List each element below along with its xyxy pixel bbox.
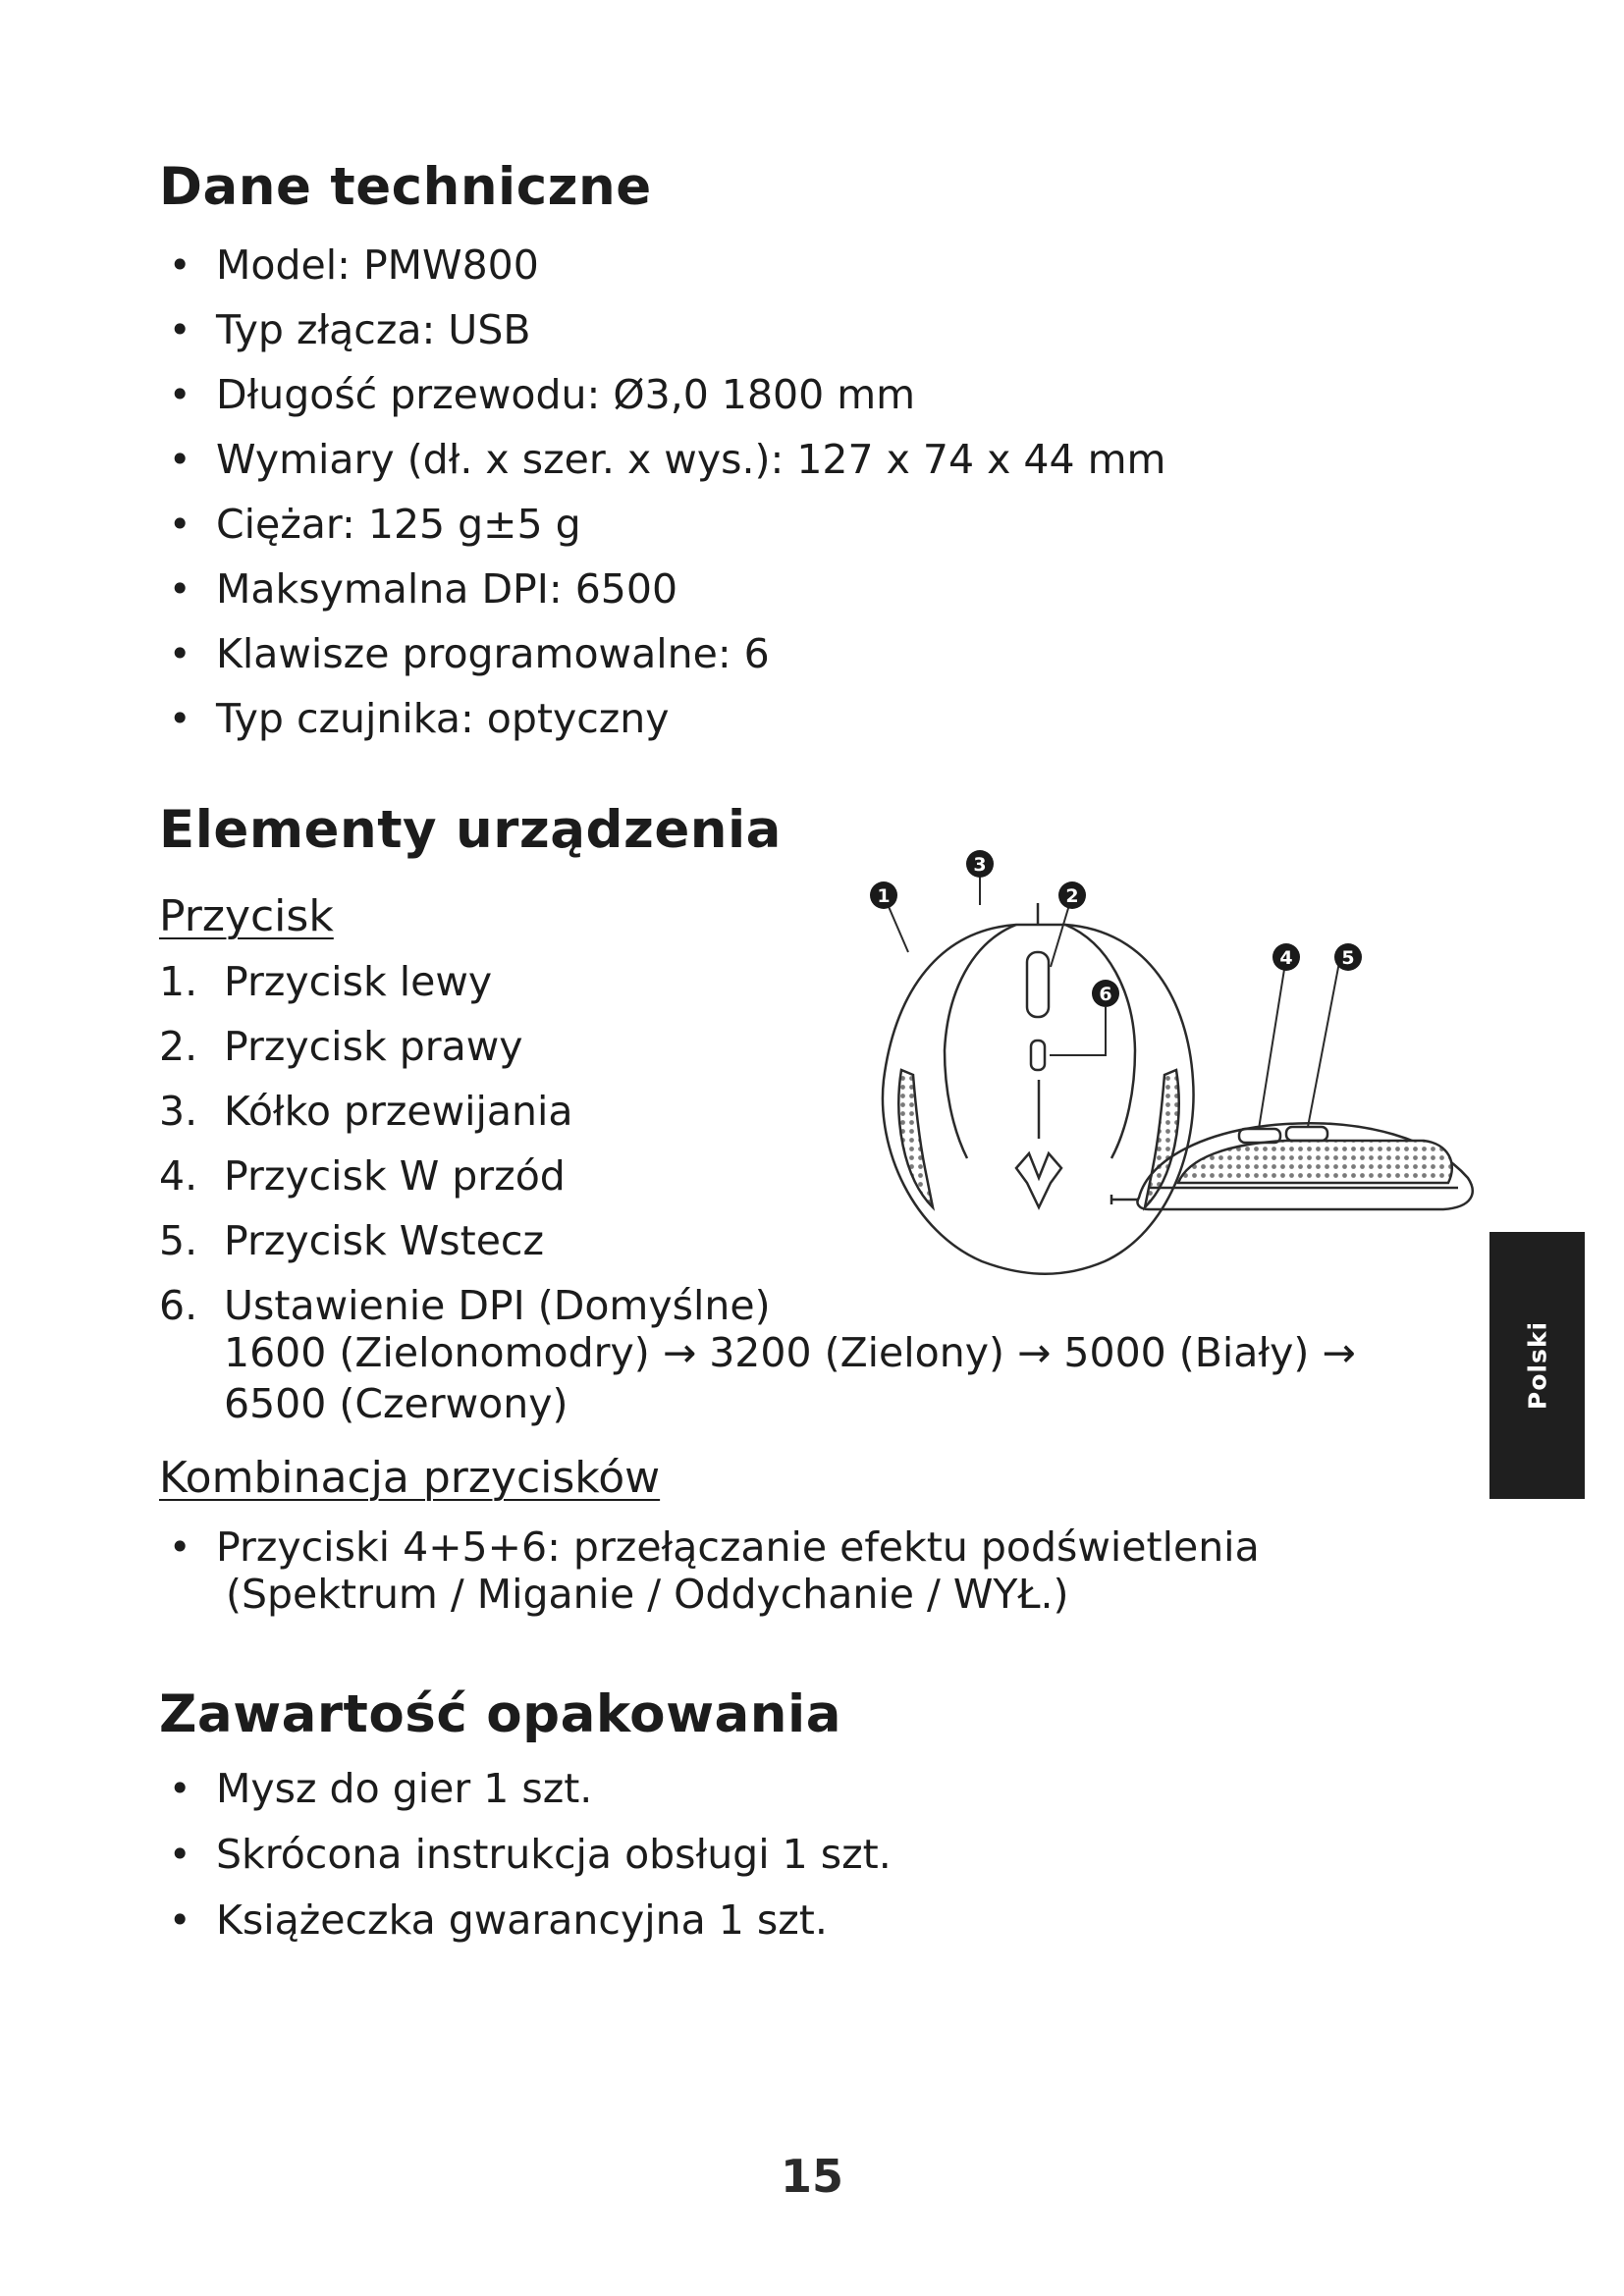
spec-item: • Model: PMW800	[169, 243, 1165, 287]
callout-3	[966, 850, 994, 878]
spec-item: • Maksymalna DPI: 6500	[169, 567, 1165, 611]
callout-3-label: 3	[973, 854, 987, 876]
list-item-dpi	[159, 1284, 1356, 1429]
item-number: 5.	[159, 1217, 198, 1264]
item-number: 4.	[159, 1152, 198, 1200]
callout-1-label: 1	[877, 885, 891, 907]
callout-2	[1058, 881, 1086, 909]
combo-text: • Przyciski 4+5+6: przełączanie efektu podświetlenia	[216, 1523, 1260, 1571]
dpi-sequence-end: 6500 (Czerwony)	[224, 1380, 568, 1427]
specs-title: Dane techniczne	[159, 157, 652, 217]
callout-2-label: 2	[1065, 885, 1079, 907]
spec-item: • Klawisze programowalne: 6	[169, 632, 1165, 675]
spec-item: • Długość przewodu: Ø3,0 1800 mm	[169, 373, 1165, 416]
combo-text-cont: (Spektrum / Miganie / Oddychanie / WYŁ.)	[226, 1571, 1069, 1618]
box-item: • Mysz do gier 1 szt.	[169, 1767, 892, 1810]
callout-6	[1092, 980, 1119, 1007]
buttons-subheading: Przycisk	[159, 891, 334, 941]
box-contents-list	[169, 1767, 892, 1964]
item-number: 2.	[159, 1023, 198, 1070]
combo-list	[169, 1523, 1260, 1618]
language-tab	[1489, 1232, 1585, 1499]
item-number: 6.	[159, 1282, 198, 1329]
language-tab-label: Polski	[1523, 1320, 1551, 1411]
dpi-sequence: 1600 (Zielonomodry) → 3200 (Zielony) → 5000 (Biały) →	[224, 1329, 1356, 1376]
mouse-top-view	[883, 903, 1194, 1274]
box-item: • Skrócona instrukcja obsługi 1 szt.	[169, 1833, 892, 1876]
callout-5-label: 5	[1341, 947, 1355, 969]
mouse-diagram	[854, 844, 1492, 1286]
item-label: Kółko przewijania	[224, 1088, 573, 1135]
item-label: Przycisk prawy	[224, 1023, 523, 1070]
item-number: 3.	[159, 1088, 198, 1135]
combo-subheading: Kombinacja przycisków	[159, 1453, 661, 1503]
callout-4	[1272, 943, 1300, 971]
spec-item: • Typ czujnika: optyczny	[169, 697, 1165, 740]
item-number: 1.	[159, 958, 198, 1005]
elements-title: Elementy urządzenia	[159, 800, 782, 860]
spec-item: • Wymiary (dł. x szer. x wys.): 127 x 74 x 44 mm	[169, 438, 1165, 481]
specs-list	[169, 243, 1165, 762]
page-number: 15	[780, 2150, 843, 2203]
item-label: Przycisk Wstecz	[224, 1217, 544, 1264]
item-label: Przycisk lewy	[224, 958, 493, 1005]
callout-5	[1334, 943, 1362, 971]
item-label: Przycisk W przód	[224, 1152, 566, 1200]
item-label: Ustawienie DPI (Domyślne)	[224, 1282, 771, 1329]
box-item: • Książeczka gwarancyjna 1 szt.	[169, 1898, 892, 1942]
callout-1	[870, 881, 897, 909]
spec-item: • Ciężar: 125 g±5 g	[169, 503, 1165, 546]
spec-item: • Typ złącza: USB	[169, 308, 1165, 351]
box-title: Zawartość opakowania	[159, 1684, 841, 1744]
callout-6-label: 6	[1099, 984, 1112, 1005]
combo-item	[169, 1523, 1260, 1618]
callout-4-label: 4	[1279, 947, 1293, 969]
